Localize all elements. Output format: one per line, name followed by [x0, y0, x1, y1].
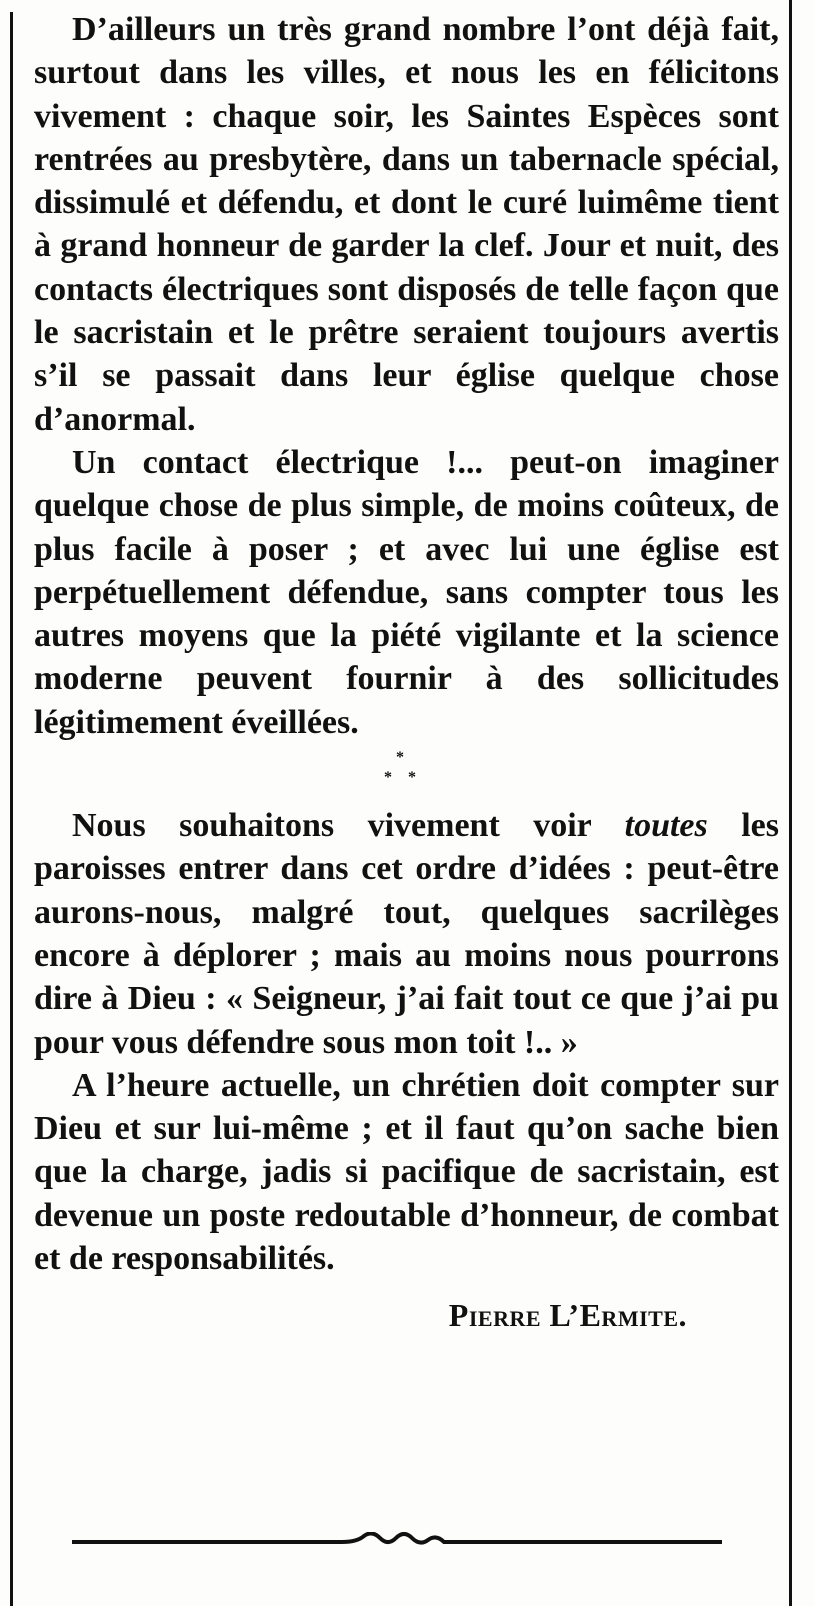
column-rule-right — [789, 0, 792, 1606]
separator-star: * — [384, 769, 392, 787]
paragraph-3-text-end: les paroisses entrer dans cet ordre d’idées : peut-être aurons-nous, malgré tout, quelques sacrilèges encore à déplorer ; mais au moins nous pourrons dire à Dieu : « Seigneur, j’ai fait tout ce que j’ai pu pour vous défendre sous mon toit !.. » — [34, 807, 779, 1061]
paragraph-3-emphasis: toutes — [624, 807, 708, 845]
article-paragraph-1: D’ailleurs un très grand nombre l’ont déjà fait, surtout dans les villes, et nous les en félicitons vivement : chaque soir, les Saintes Espèces sont rentrées au presbytère, dans un tabernacle spécial, dissimulé et défendu, et dont le curé luimême tient à grand honneur de garder la clef. Jour et nuit, des contacts électriques sont disposés de telle façon que le sacristain et le prêtre seraient toujours avertis s’il se passait dans leur église quelque chose d’anormal. — [34, 11, 779, 438]
column-rule-left — [10, 12, 13, 1606]
separator-star: * — [396, 749, 404, 767]
end-of-article-rule — [72, 1532, 722, 1552]
article-paragraph-3 — [34, 804, 779, 1064]
end-rule-line — [72, 1533, 722, 1542]
section-separator — [34, 744, 779, 804]
author-signature: Pierre L’Ermite. — [448, 1297, 687, 1334]
separator-star: * — [408, 769, 416, 787]
article-paragraph-2: Un contact électrique !... peut-on imaginer quelque chose de plus simple, de moins coûteux, de plus facile à poser ; et avec lui une église est perpétuellement défendue, sans compter tous les autres moyens que la piété vigilante et la science moderne peuvent fournir à des sollicitudes légitimement éveillées. — [34, 443, 779, 741]
paragraph-3-text-start: Nous souhaitons vivement voir — [72, 807, 625, 845]
article-column — [34, 8, 779, 1338]
article-paragraph-4: A l’heure actuelle, un chrétien doit compter sur Dieu et sur lui-même ; et il faut qu’on sache bien que la charge, jadis si pacifique de sacristain, est devenue un poste redoutable d’honneur, de combat et de responsabilités. — [34, 1066, 779, 1278]
